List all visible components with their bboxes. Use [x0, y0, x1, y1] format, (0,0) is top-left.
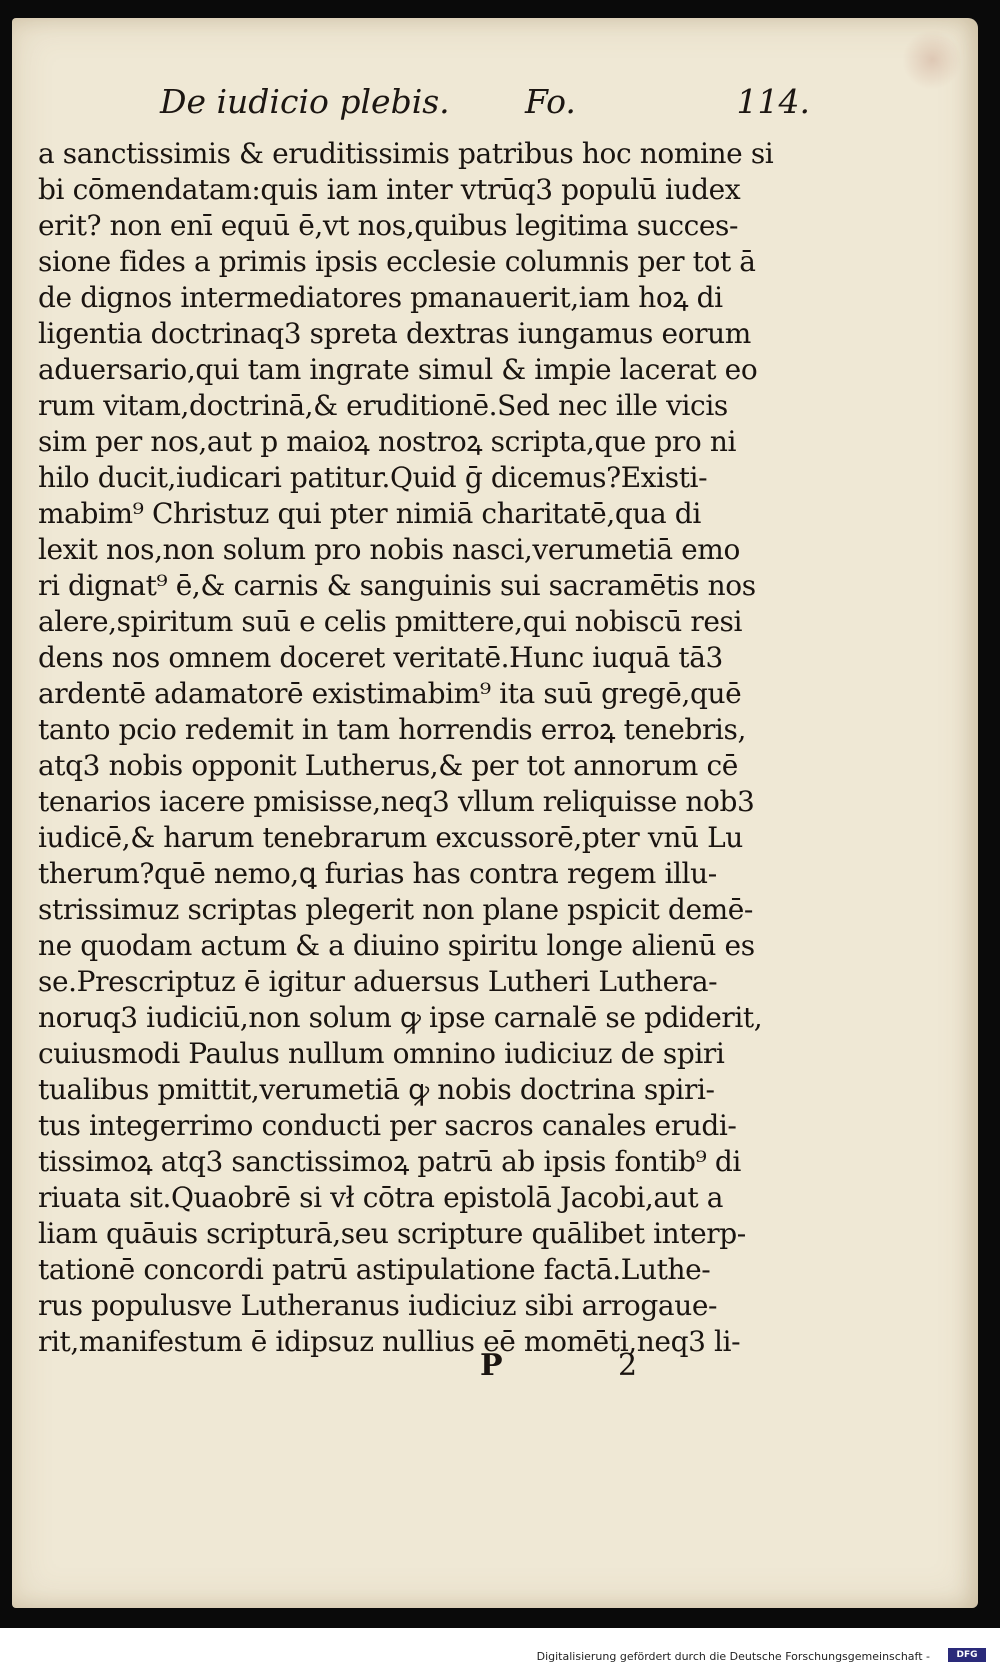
text-line: lexit nos,non solum pro nobis nasci,verumetiā emo [38, 533, 740, 566]
text-line: iudicē,& harum tenebrarum excussorē,pter vnū Lu [38, 821, 743, 854]
text-line: a sanctissimis & eruditissimis patribus hoc nomine si [38, 137, 774, 170]
text-line: ne quodam actum & a diuino spiritu longe alienū es [38, 929, 755, 962]
signature-line [480, 1348, 680, 1388]
text-line: se.Prescriptuz ē igitur aduersus Lutheri Luthera- [38, 965, 718, 998]
folio-number: 114. [736, 82, 810, 121]
text-line: ri dignat⁹ ē,& carnis & sanguinis sui sacramētis nos [38, 569, 756, 602]
running-head-title: De iudicio plebis. [160, 82, 450, 121]
dfg-logo: DFG [948, 1648, 986, 1662]
text-line: mabim⁹ Christuz qui pter nimiā charitatē,qua di [38, 497, 701, 530]
text-line: sim per nos,aut p maioꝝ nostroꝝ scripta,que pro ni [38, 425, 737, 458]
signature-mark: P [480, 1348, 503, 1383]
text-line: rum vitam,doctrinā,& eruditionē.Sed nec ille vicis [38, 389, 728, 422]
footer-credit: Digitalisierung gefördert durch die Deutsche Forschungsgemeinschaft - [536, 1650, 930, 1663]
text-line: ardentē adamatorē existimabim⁹ ita suū gregē,quē [38, 677, 742, 710]
page-stain [902, 30, 962, 90]
text-line: tenarios iacere pmisisse,neq3 vllum reliquisse nob3 [38, 785, 755, 818]
text-line: cuiusmodi Paulus nullum omnino iudiciuz de spiri [38, 1037, 725, 1070]
text-line: hilo ducit,iudicari patitur.Quid ḡ dicemus?Existi- [38, 461, 708, 494]
text-line: tissimoꝝ atq3 sanctissimoꝝ patrū ab ipsis fontib⁹ di [38, 1145, 741, 1178]
text-line: rit,manifestum ē idipsuz nullius eē momēti,neq3 li- [38, 1325, 741, 1358]
text-line: dens nos omnem doceret veritatē.Hunc iuquā tā3 [38, 641, 723, 674]
body-text [38, 136, 818, 1360]
text-line: atq3 nobis opponit Lutherus,& per tot annorum cē [38, 749, 738, 782]
text-line: riuata sit.Quaobrē si vł cōtra epistolā Jacobi,aut a [38, 1181, 723, 1214]
text-line: tus integerrimo conducti per sacros canales erudi- [38, 1109, 737, 1142]
text-line: bi cōmendatam:quis iam inter vtrūq3 populū iudex [38, 173, 741, 206]
text-line: rus populusve Lutheranus iudiciuz sibi arrogaue- [38, 1289, 718, 1322]
text-line: liam quāuis scripturā,seu scripture quālibet interp- [38, 1217, 746, 1250]
text-line: alere,spiritum suū e celis pmittere,qui nobiscū resi [38, 605, 743, 638]
text-line: tationē concordi patrū astipulatione factā.Luthe- [38, 1253, 711, 1286]
text-line: erit? non enī equū ē,vt nos,quibus legitima succes- [38, 209, 739, 242]
text-line: tualibus pmittit,verumetiā ꝙ nobis doctrina spiri- [38, 1073, 715, 1106]
signature-number: 2 [618, 1348, 638, 1383]
text-line: ligentia doctrinaq3 spreta dextras iungamus eorum [38, 317, 751, 350]
text-line: sione fides a primis ipsis ecclesie columnis per tot ā [38, 245, 756, 278]
text-line: de dignos intermediatores pmanauerit,iam hoꝝ di [38, 281, 723, 314]
folio-label: Fo. [525, 82, 576, 121]
running-head [150, 82, 810, 122]
text-line: strissimuz scriptas plegerit non plane pspicit demē- [38, 893, 753, 926]
text-line: aduersario,qui tam ingrate simul & impie lacerat eo [38, 353, 758, 386]
text-line: therum?quē nemo,ꝗ furias has contra regem illu- [38, 857, 717, 890]
text-line: noruq3 iudiciū,non solum ꝙ ipse carnalē se pdiderit, [38, 1001, 763, 1034]
text-line: tanto pcio redemit in tam horrendis erroꝝ tenebris, [38, 713, 746, 746]
